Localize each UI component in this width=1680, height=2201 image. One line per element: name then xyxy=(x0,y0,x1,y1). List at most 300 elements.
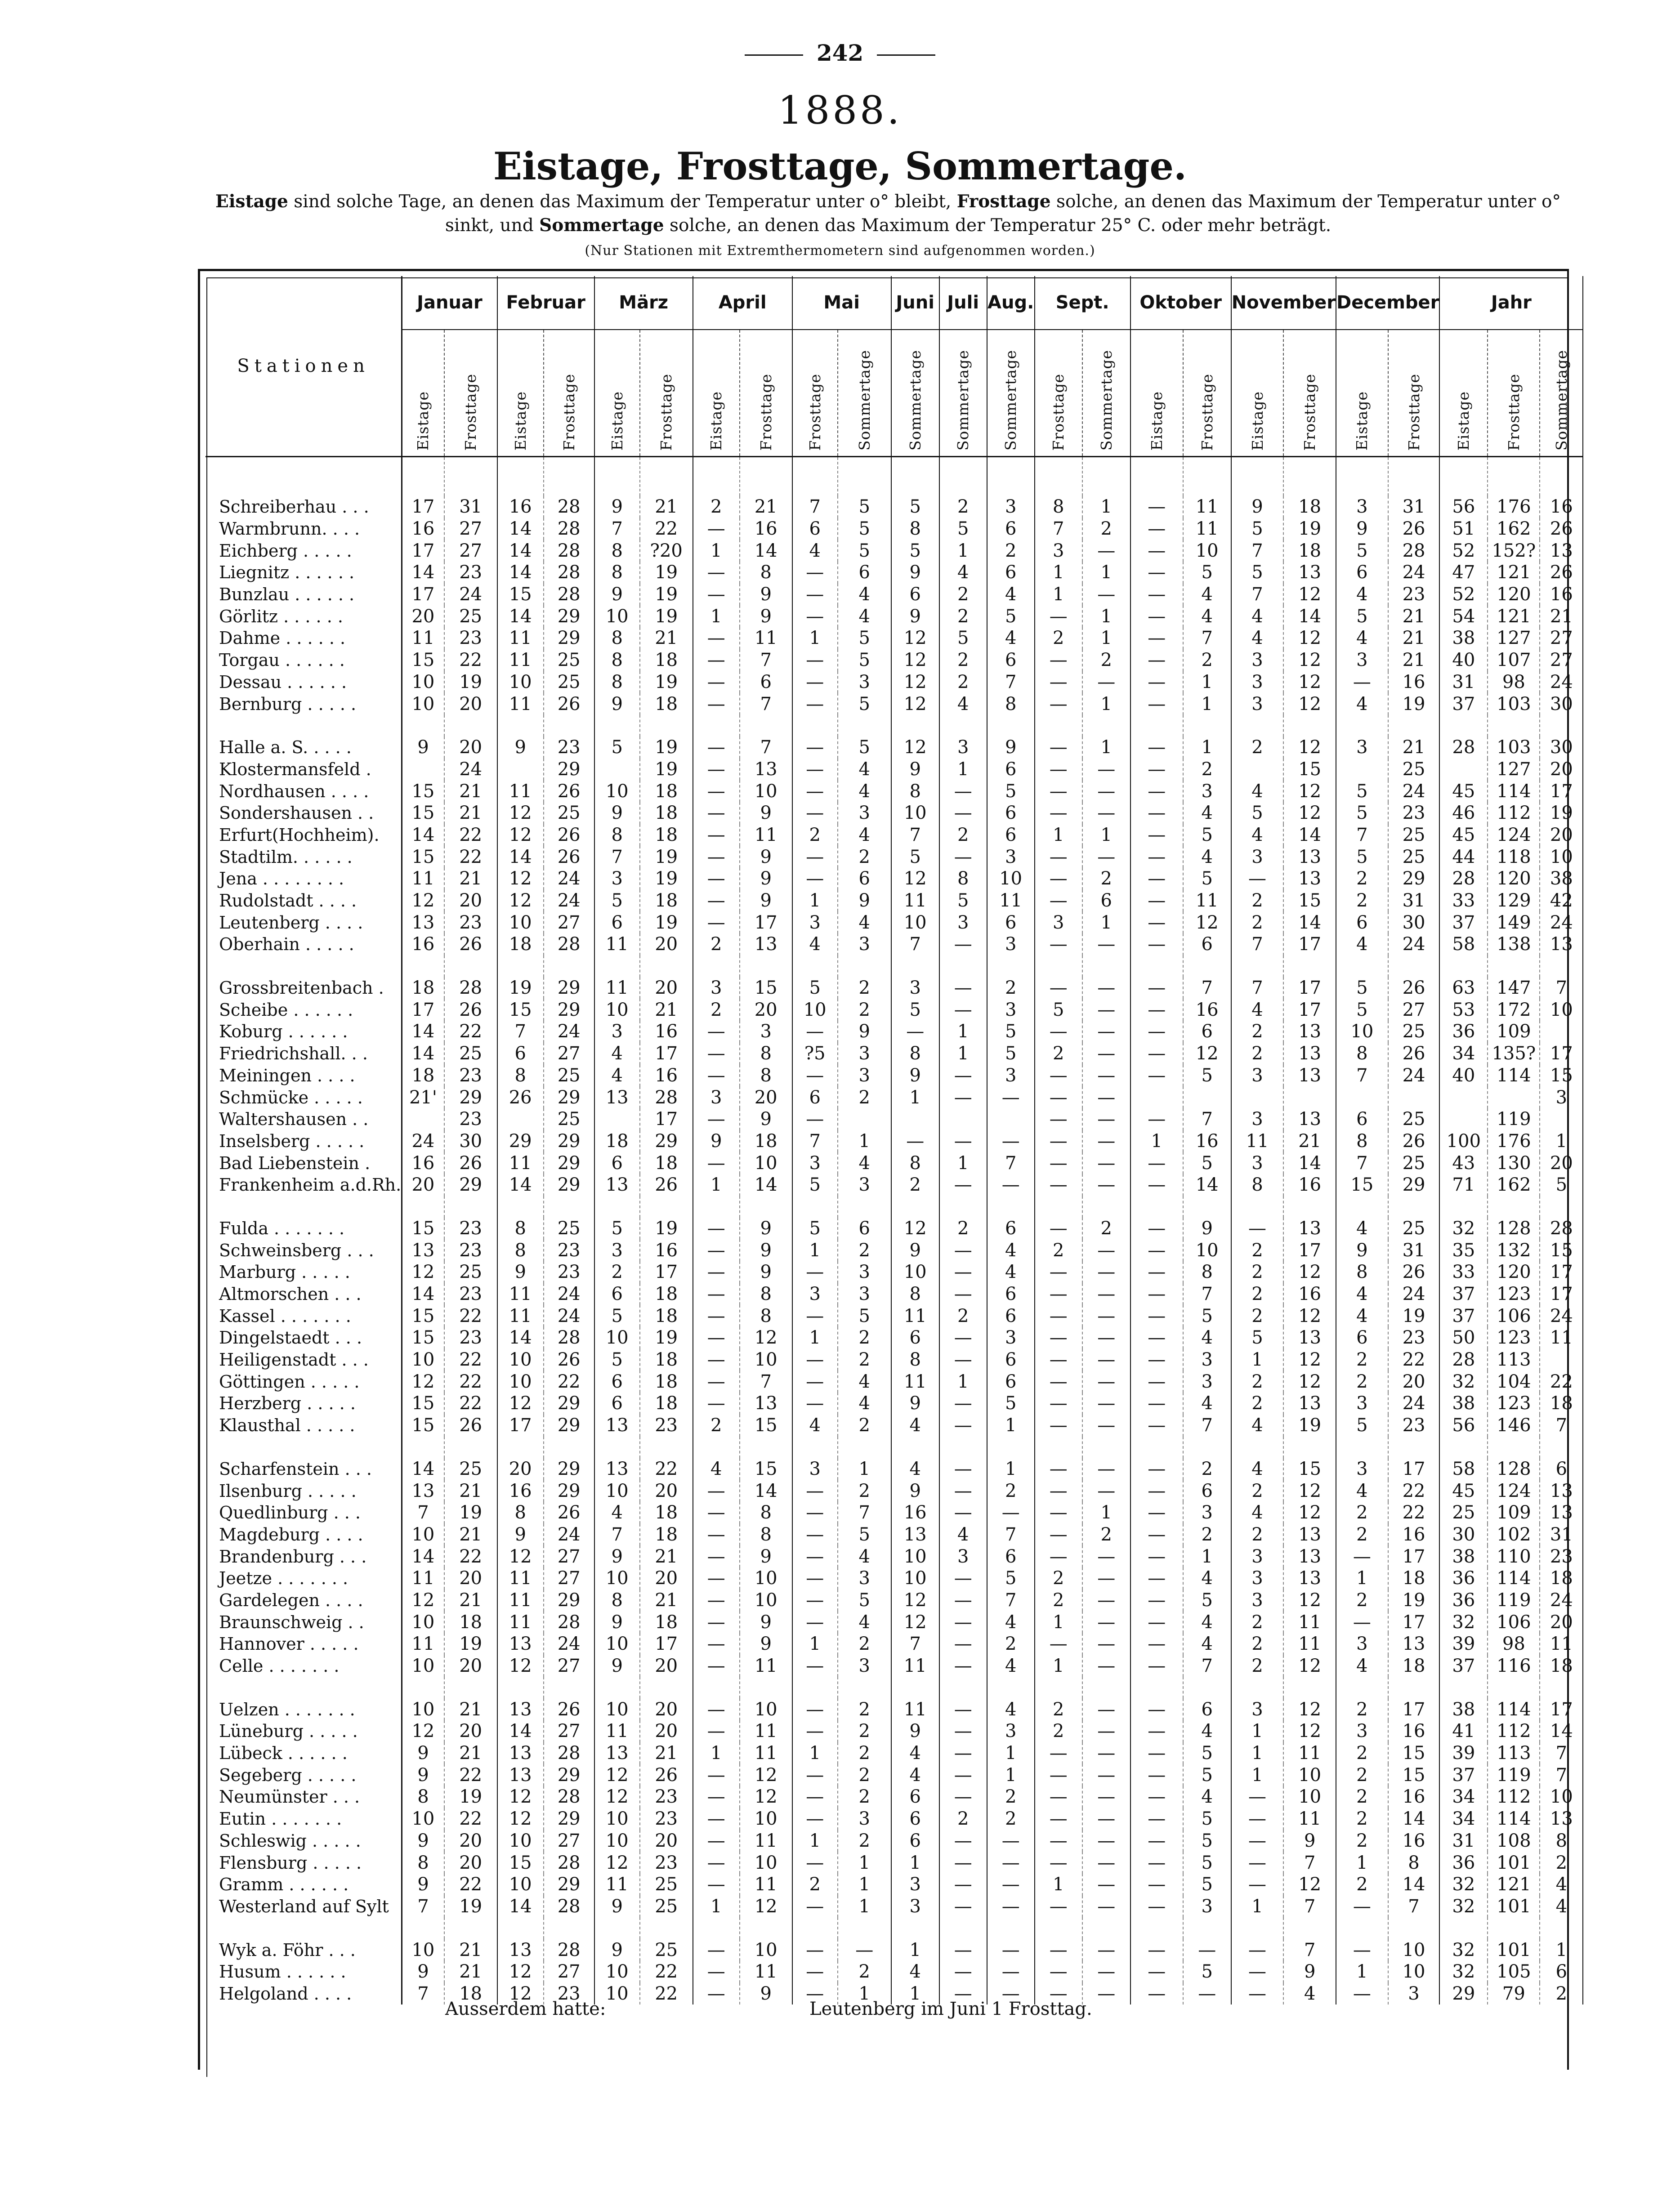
spacer-cell xyxy=(1283,715,1336,737)
data-cell: 16 xyxy=(1183,999,1231,1021)
data-cell: 20 xyxy=(1540,1152,1583,1174)
data-cell: 14 xyxy=(497,1327,544,1349)
month-header-4: Mai xyxy=(792,276,891,330)
data-cell: 26 xyxy=(1388,1043,1440,1065)
data-cell: — xyxy=(1082,1720,1130,1742)
data-cell: 17 xyxy=(1388,1458,1440,1480)
data-cell: 9 xyxy=(891,759,939,781)
data-cell: 17 xyxy=(640,1108,693,1130)
data-cell: 3 xyxy=(987,1065,1035,1087)
data-cell: 7 xyxy=(402,1502,444,1524)
data-cell: 3 xyxy=(1035,911,1082,933)
data-cell: — xyxy=(792,868,838,890)
data-cell: 24 xyxy=(544,1283,594,1305)
spacer-cell xyxy=(1540,1917,1583,1939)
spacer-cell xyxy=(640,1917,693,1939)
data-cell: — xyxy=(693,649,740,671)
data-cell: — xyxy=(1035,1502,1082,1524)
spacer-cell xyxy=(206,715,402,737)
spacer-cell xyxy=(1035,955,1082,977)
data-cell: 98 xyxy=(1488,671,1540,693)
data-cell: 6 xyxy=(1183,1698,1231,1720)
spacer-cell xyxy=(1540,715,1583,737)
data-cell: — xyxy=(1231,1852,1284,1874)
data-cell: 9 xyxy=(740,868,792,890)
table-body xyxy=(206,457,1583,2005)
data-cell: — xyxy=(792,780,838,802)
data-cell: 45 xyxy=(1439,824,1488,846)
data-cell: — xyxy=(693,1108,740,1130)
data-cell: 2 xyxy=(1336,1830,1388,1852)
data-cell: 2 xyxy=(939,1218,987,1240)
page-number-dash-right xyxy=(877,54,935,56)
data-cell: 22 xyxy=(640,1961,693,1983)
spacer-cell xyxy=(1231,1196,1284,1218)
data-cell: 22 xyxy=(444,649,497,671)
data-cell: — xyxy=(693,1720,740,1742)
table-row xyxy=(206,1524,1583,1546)
data-cell: 6 xyxy=(594,1393,640,1415)
sub-header-label: Sommertage xyxy=(954,350,972,451)
data-cell: 21 xyxy=(640,627,693,649)
data-cell: — xyxy=(792,1524,838,1546)
data-cell: 38 xyxy=(1439,1545,1488,1567)
sub-header-label: Sommertage xyxy=(855,350,873,451)
data-cell: 2 xyxy=(1082,868,1130,890)
data-cell: 7 xyxy=(987,671,1035,693)
data-cell: 2 xyxy=(1082,518,1130,540)
data-cell: 8 xyxy=(891,518,939,540)
data-cell: 10 xyxy=(1336,1021,1388,1043)
table-row xyxy=(206,1633,1583,1655)
data-cell: 2 xyxy=(838,1349,891,1371)
data-cell: — xyxy=(693,1611,740,1633)
data-cell: 28 xyxy=(544,1852,594,1874)
data-cell: — xyxy=(1082,1633,1130,1655)
spacer-cell xyxy=(594,955,640,977)
spacer-cell xyxy=(1283,1677,1336,1698)
data-cell: — xyxy=(939,1742,987,1764)
data-cell: 12 xyxy=(891,737,939,759)
data-cell: 9 xyxy=(891,1393,939,1415)
data-cell: — xyxy=(792,1611,838,1633)
data-cell: 1 xyxy=(939,540,987,562)
data-cell: 2 xyxy=(1231,1239,1284,1261)
data-cell: — xyxy=(1035,605,1082,627)
data-cell: 2 xyxy=(939,584,987,606)
data-cell: — xyxy=(792,1698,838,1720)
data-cell: 56 xyxy=(1439,496,1488,518)
data-cell: — xyxy=(1035,1415,1082,1437)
data-cell: 3 xyxy=(792,1458,838,1480)
data-cell: 6 xyxy=(987,1371,1035,1393)
row-spacer xyxy=(206,1437,1583,1458)
data-cell: — xyxy=(693,759,740,781)
data-cell: 16 xyxy=(640,1021,693,1043)
sub-header xyxy=(1488,330,1540,457)
data-cell: 15 xyxy=(402,1327,444,1349)
data-cell: 3 xyxy=(939,1545,987,1567)
row-spacer xyxy=(206,457,1583,496)
sub-header-label: Sommertage xyxy=(1552,350,1570,451)
data-cell: 18 xyxy=(1388,1567,1440,1589)
data-cell: 1 xyxy=(1082,693,1130,715)
data-cell: 6 xyxy=(1540,1458,1583,1480)
data-cell: 22 xyxy=(444,1349,497,1371)
data-cell: 10 xyxy=(1388,1939,1440,1961)
data-cell: 14 xyxy=(402,1043,444,1065)
data-cell: 9 xyxy=(740,1261,792,1283)
data-cell: — xyxy=(1130,1218,1183,1240)
data-cell: — xyxy=(1130,1502,1183,1524)
data-cell: — xyxy=(1130,605,1183,627)
data-cell: — xyxy=(987,1130,1035,1152)
spacer-cell xyxy=(792,715,838,737)
data-cell: 11 xyxy=(987,890,1035,912)
data-cell: 176 xyxy=(1488,1130,1540,1152)
spacer-cell xyxy=(1183,1677,1231,1698)
data-cell: — xyxy=(1130,824,1183,846)
data-cell: 3 xyxy=(891,977,939,999)
spacer-cell xyxy=(206,955,402,977)
data-cell: 3 xyxy=(1035,540,1082,562)
data-cell: 1 xyxy=(1035,824,1082,846)
data-cell: 28 xyxy=(1439,1349,1488,1371)
data-cell: 24 xyxy=(544,1524,594,1546)
data-cell: 2 xyxy=(1183,759,1231,781)
data-cell: 6 xyxy=(594,911,640,933)
data-cell: 113 xyxy=(1488,1742,1540,1764)
sub-header-label: Frosttage xyxy=(757,373,775,451)
data-cell: — xyxy=(1082,1130,1130,1152)
spacer-cell xyxy=(444,715,497,737)
spacer-cell xyxy=(1082,1917,1130,1939)
station-name: Kassel . . . . . . . xyxy=(206,1305,402,1327)
data-cell: 17 xyxy=(1388,1698,1440,1720)
data-cell: — xyxy=(792,562,838,584)
data-cell: 7 xyxy=(1183,1655,1231,1677)
station-name: Lübeck . . . . . . xyxy=(206,1742,402,1764)
data-cell: 1 xyxy=(891,1852,939,1874)
intro-text-3: solche, an denen das Maximum der Temperatur 25° C. oder mehr beträgt. xyxy=(664,215,1331,236)
data-cell: — xyxy=(1035,1349,1082,1371)
row-spacer xyxy=(206,715,1583,737)
data-cell: 1 xyxy=(1183,693,1231,715)
data-cell: 10 xyxy=(594,1567,640,1589)
data-cell: — xyxy=(1130,1698,1183,1720)
data-cell: 24 xyxy=(1540,671,1583,693)
data-cell: — xyxy=(1130,1152,1183,1174)
data-cell: 12 xyxy=(891,627,939,649)
data-cell: 22 xyxy=(640,1458,693,1480)
data-cell: — xyxy=(1082,1961,1130,1983)
station-name: Magdeburg . . . . xyxy=(206,1524,402,1546)
data-cell: 23 xyxy=(444,911,497,933)
spacer-cell xyxy=(740,1677,792,1698)
data-cell: 10 xyxy=(402,1524,444,1546)
data-cell: 12 xyxy=(402,890,444,912)
data-cell: — xyxy=(693,1283,740,1305)
data-cell: — xyxy=(1035,737,1082,759)
data-cell: 3 xyxy=(838,1808,891,1830)
table-row xyxy=(206,1283,1583,1305)
table-row xyxy=(206,1043,1583,1065)
station-name: Scheibe . . . . . . xyxy=(206,999,402,1021)
data-cell: 17 xyxy=(1540,1261,1583,1283)
data-cell: 22 xyxy=(444,1545,497,1567)
data-cell: — xyxy=(693,1218,740,1240)
data-cell: — xyxy=(1130,1261,1183,1283)
data-cell: 40 xyxy=(1439,1065,1488,1087)
data-cell: 1 xyxy=(891,1086,939,1108)
spacer-cell xyxy=(838,1917,891,1939)
data-cell: 4 xyxy=(594,1043,640,1065)
data-cell: 5 xyxy=(1183,1961,1231,1983)
data-cell: — xyxy=(1082,1939,1130,1961)
data-cell: 29 xyxy=(544,1130,594,1152)
data-cell: 10 xyxy=(402,693,444,715)
data-cell: 5 xyxy=(1540,1174,1583,1196)
data-cell: — xyxy=(987,1983,1035,2005)
data-cell: 5 xyxy=(1183,1742,1231,1764)
data-cell: 1 xyxy=(792,1239,838,1261)
data-cell: — xyxy=(939,846,987,868)
data-cell: 13 xyxy=(1283,868,1336,890)
data-cell: 2 xyxy=(1231,911,1284,933)
data-cell: 10 xyxy=(402,1698,444,1720)
data-cell: 29 xyxy=(497,1130,544,1152)
data-cell: 7 xyxy=(1231,977,1284,999)
month-header-6: Juli xyxy=(939,276,987,330)
data-cell: 7 xyxy=(987,1152,1035,1174)
table-row xyxy=(206,846,1583,868)
data-cell: 22 xyxy=(444,1393,497,1415)
data-cell: 162 xyxy=(1488,1174,1540,1196)
spacer-cell xyxy=(939,715,987,737)
data-cell: 19 xyxy=(640,759,693,781)
data-cell: 4 xyxy=(987,1698,1035,1720)
data-cell: 28 xyxy=(1439,868,1488,890)
spacer-cell xyxy=(792,1437,838,1458)
data-cell: 34 xyxy=(1439,1043,1488,1065)
data-cell: 17 xyxy=(1540,1698,1583,1720)
data-cell: 119 xyxy=(1488,1589,1540,1612)
data-cell: — xyxy=(693,780,740,802)
data-cell: 20 xyxy=(402,1174,444,1196)
data-cell: — xyxy=(939,1261,987,1283)
data-cell: — xyxy=(1130,1720,1183,1742)
data-cell: — xyxy=(939,999,987,1021)
sub-header xyxy=(640,330,693,457)
data-cell: 20 xyxy=(640,1655,693,1677)
data-cell: 3 xyxy=(939,911,987,933)
data-cell: 12 xyxy=(497,824,544,846)
data-cell: 6 xyxy=(891,1808,939,1830)
data-cell: 10 xyxy=(402,1808,444,1830)
data-cell: — xyxy=(1035,1065,1082,1087)
data-cell: — xyxy=(1130,627,1183,649)
data-cell: 7 xyxy=(740,1371,792,1393)
data-cell: 17 xyxy=(640,1633,693,1655)
data-cell: — xyxy=(1130,1874,1183,1896)
data-cell: 3 xyxy=(792,1152,838,1174)
data-cell: 5 xyxy=(1183,1808,1231,1830)
data-cell: 5 xyxy=(594,1305,640,1327)
data-cell: 10 xyxy=(1388,1961,1440,1983)
data-cell: — xyxy=(939,1939,987,1961)
data-cell: 105 xyxy=(1488,1961,1540,1983)
data-cell: 11 xyxy=(497,1567,544,1589)
data-cell: — xyxy=(693,584,740,606)
data-cell: 2 xyxy=(1231,1371,1284,1393)
spacer-cell xyxy=(1130,955,1183,977)
data-cell: 3 xyxy=(838,1043,891,1065)
data-cell: 6 xyxy=(987,759,1035,781)
month-header-8: Sept. xyxy=(1035,276,1130,330)
data-cell: 3 xyxy=(1231,846,1284,868)
data-cell: 33 xyxy=(1439,1261,1488,1283)
data-cell: — xyxy=(1183,1939,1231,1961)
page-title: Eistage, Frosttage, Sommertage. xyxy=(493,144,1187,188)
data-cell: 5 xyxy=(1336,977,1388,999)
data-cell: — xyxy=(1130,759,1183,781)
data-cell: 7 xyxy=(1183,1108,1231,1130)
data-cell: 25 xyxy=(1388,1218,1440,1240)
data-cell: 1 xyxy=(987,1764,1035,1786)
data-cell: 118 xyxy=(1488,846,1540,868)
spacer-cell xyxy=(1439,1917,1488,1939)
data-cell: 9 xyxy=(740,605,792,627)
data-cell: 21 xyxy=(740,496,792,518)
spacer-cell xyxy=(1540,1437,1583,1458)
table-row xyxy=(206,868,1583,890)
data-cell: 21 xyxy=(640,496,693,518)
data-cell xyxy=(402,1108,444,1130)
data-cell: 1 xyxy=(693,1742,740,1764)
data-cell: 11 xyxy=(1283,1808,1336,1830)
data-cell: 24 xyxy=(1388,1283,1440,1305)
data-cell: 4 xyxy=(987,1239,1035,1261)
data-cell: 9 xyxy=(402,737,444,759)
table-row xyxy=(206,1961,1583,1983)
data-cell: 5 xyxy=(939,518,987,540)
data-cell: 12 xyxy=(1283,1698,1336,1720)
data-cell: 12 xyxy=(1283,802,1336,824)
data-cell: 24 xyxy=(1540,911,1583,933)
data-cell: 1 xyxy=(792,1327,838,1349)
spacer-cell xyxy=(987,955,1035,977)
data-cell: 4 xyxy=(891,1742,939,1764)
data-cell: 37 xyxy=(1439,1655,1488,1677)
sub-header-label: Frosttage xyxy=(806,373,824,451)
data-cell: 132 xyxy=(1488,1239,1540,1261)
data-cell: 7 xyxy=(1540,1764,1583,1786)
data-cell: 15 xyxy=(497,584,544,606)
spacer-cell xyxy=(939,1196,987,1218)
data-cell: 106 xyxy=(1488,1611,1540,1633)
data-cell: 29 xyxy=(1388,868,1440,890)
weather-days-table xyxy=(206,276,1583,2005)
data-cell: 4 xyxy=(1231,824,1284,846)
data-cell: 11 xyxy=(1231,1130,1284,1152)
data-cell: 18 xyxy=(1540,1393,1583,1415)
data-cell: 4 xyxy=(891,1764,939,1786)
data-cell: 1 xyxy=(838,1130,891,1152)
data-cell: 19 xyxy=(640,671,693,693)
data-cell: — xyxy=(1130,518,1183,540)
data-cell: 32 xyxy=(1439,1896,1488,1918)
data-cell: 10 xyxy=(1183,1239,1231,1261)
data-cell: 14 xyxy=(497,605,544,627)
data-cell: 9 xyxy=(740,1108,792,1130)
data-cell: 7 xyxy=(1283,1939,1336,1961)
spacer-cell xyxy=(792,457,838,496)
data-cell: — xyxy=(693,1305,740,1327)
data-cell: 30 xyxy=(1540,737,1583,759)
data-cell: 2 xyxy=(838,1742,891,1764)
data-cell: 7 xyxy=(1283,1896,1336,1918)
data-cell: 21 xyxy=(640,999,693,1021)
data-cell: 6 xyxy=(987,824,1035,846)
data-cell: 19 xyxy=(1540,802,1583,824)
station-name: Grossbreitenbach . xyxy=(206,977,402,999)
data-cell: 11 xyxy=(594,977,640,999)
data-cell: 26 xyxy=(544,1698,594,1720)
data-cell: 12 xyxy=(497,1961,544,1983)
data-cell: 11 xyxy=(497,627,544,649)
data-cell: 26 xyxy=(1388,1261,1440,1283)
data-cell: — xyxy=(939,1633,987,1655)
data-cell: 14 xyxy=(1388,1874,1440,1896)
data-cell: 5 xyxy=(1336,999,1388,1021)
data-cell: 27 xyxy=(544,1567,594,1589)
data-cell: 27 xyxy=(444,518,497,540)
data-cell: — xyxy=(1035,1852,1082,1874)
table-row xyxy=(206,824,1583,846)
data-cell: 24 xyxy=(544,1633,594,1655)
data-cell: 3 xyxy=(1231,1065,1284,1087)
data-cell: 10 xyxy=(1540,846,1583,868)
spacer-cell xyxy=(1082,715,1130,737)
data-cell: 23 xyxy=(640,1415,693,1437)
data-cell: 19 xyxy=(444,671,497,693)
spacer-cell xyxy=(1388,457,1440,496)
data-cell: — xyxy=(693,890,740,912)
data-cell: 15 xyxy=(1283,1458,1336,1480)
data-cell: 149 xyxy=(1488,911,1540,933)
data-cell: 13 xyxy=(740,759,792,781)
data-cell: — xyxy=(1082,1655,1130,1677)
spacer-cell xyxy=(497,1917,544,1939)
data-cell: 19 xyxy=(640,868,693,890)
data-cell: — xyxy=(1130,1611,1183,1633)
data-cell: 27 xyxy=(544,911,594,933)
data-cell: 20 xyxy=(640,1567,693,1589)
data-cell: 5 xyxy=(1183,1764,1231,1786)
data-cell: 14 xyxy=(497,1896,544,1918)
spacer-cell xyxy=(206,1917,402,1939)
data-cell: — xyxy=(939,1327,987,1349)
data-cell: 6 xyxy=(792,1086,838,1108)
data-cell: — xyxy=(1183,1983,1231,2005)
spacer-cell xyxy=(891,955,939,977)
data-cell: 11 xyxy=(497,1283,544,1305)
data-cell: — xyxy=(1082,1545,1130,1567)
data-cell: 3 xyxy=(838,1655,891,1677)
spacer-cell xyxy=(1082,1196,1130,1218)
data-cell: — xyxy=(1082,1852,1130,1874)
data-cell xyxy=(594,1108,640,1130)
